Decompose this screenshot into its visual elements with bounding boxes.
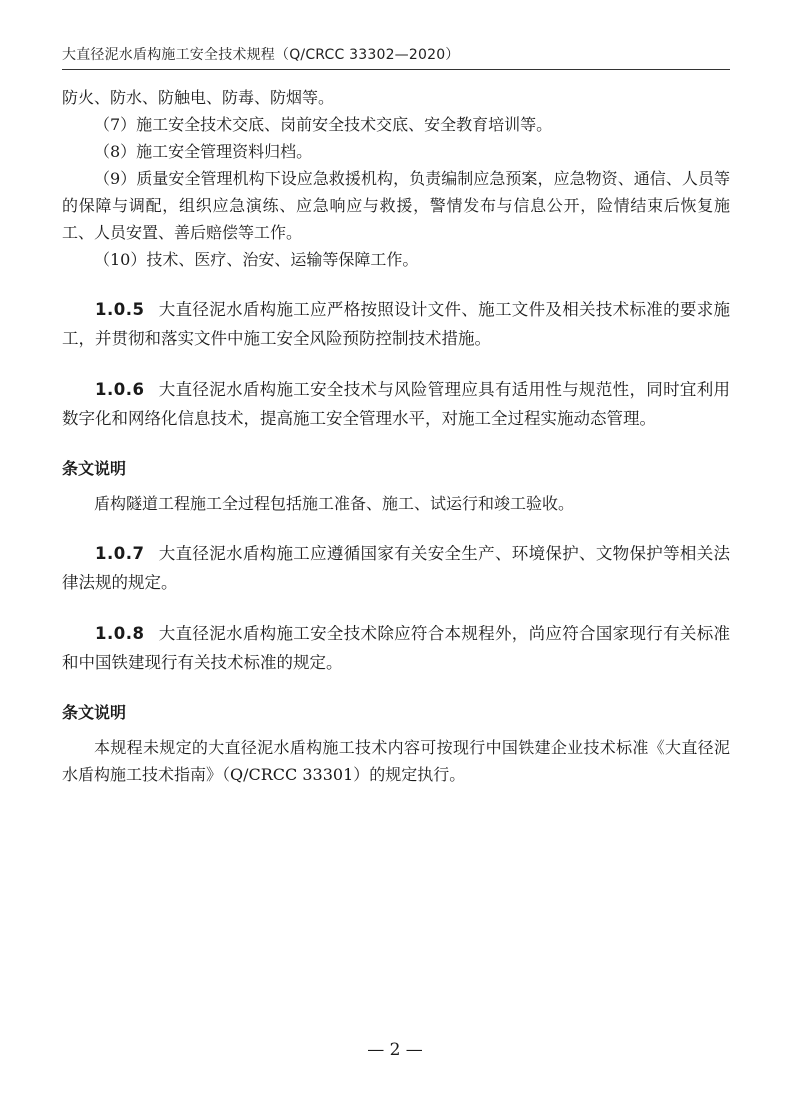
clause-text: 大直径泥水盾构施工应严格按照设计文件、施工文件及相关技术标准的要求施工，并贯彻和落实文件中施工安全风险预防控制技术措施。 [62,300,730,348]
header-rule [62,69,730,70]
explanation-text: 本规程未规定的大直径泥水盾构施工技术内容可按现行中国铁建企业技术标准《大直径泥水盾构施工技术指南》（Q/CRCC 33301）的规定执行。 [62,738,730,784]
spacer [62,433,730,455]
spacer [62,353,730,375]
explanation-heading: 条文说明 [62,703,127,722]
clause-text: 大直径泥水盾构施工安全技术除应符合本规程外，尚应符合国家现行有关标准和中国铁建现行有关技术标准的规定。 [62,624,730,672]
explanation-heading: 条文说明 [62,459,127,478]
clause-text: 大直径泥水盾构施工应遵循国家有关安全生产、环境保护、文物保护等相关法律法规的规定。 [62,544,730,592]
list-item-10: （10）技术、医疗、治安、运输等保障工作。 [94,250,419,269]
clause-1-0-8 [62,619,730,677]
list-item-9: （9）质量安全管理机构下设应急救援机构，负责编制应急预案，应急物资、通信、人员等的保障与调配，组织应急演练、应急响应与救援，警情发布与信息公开，险情结束后恢复施工、人员安置、善后赔偿等工作。 [62,169,730,242]
explanation-text: 盾构隧道工程施工全过程包括施工准备、施工、试运行和竣工验收。 [94,494,575,513]
page-number: — 2 — [367,1040,423,1060]
running-header: 大直径泥水盾构施工安全技术规程（Q/CRCC 33302—2020） [62,47,460,63]
clause-1-0-5 [62,295,730,353]
spacer [62,273,730,295]
clause-number: 1.0.7 [95,544,145,563]
list-item-7: （7）施工安全技术交底、岗前安全技术交底、安全教育培训等。 [94,115,553,134]
clause-1-0-7 [62,539,730,597]
spacer [62,677,730,699]
list-continuation: 防火、防水、防触电、防毒、防烟等。 [62,88,335,107]
clause-number: 1.0.5 [95,300,145,319]
list-item-8: （8）施工安全管理资料归档。 [94,142,313,161]
spacer [62,597,730,619]
clause-number: 1.0.8 [95,624,145,643]
clause-text: 大直径泥水盾构施工安全技术与风险管理应具有适用性与规范性，同时宜利用数字化和网络化信息技术，提高施工安全管理水平，对施工全过程实施动态管理。 [62,380,730,428]
spacer [62,517,730,539]
clause-1-0-6 [62,375,730,433]
clause-number: 1.0.6 [95,380,145,399]
page-content [62,84,730,788]
